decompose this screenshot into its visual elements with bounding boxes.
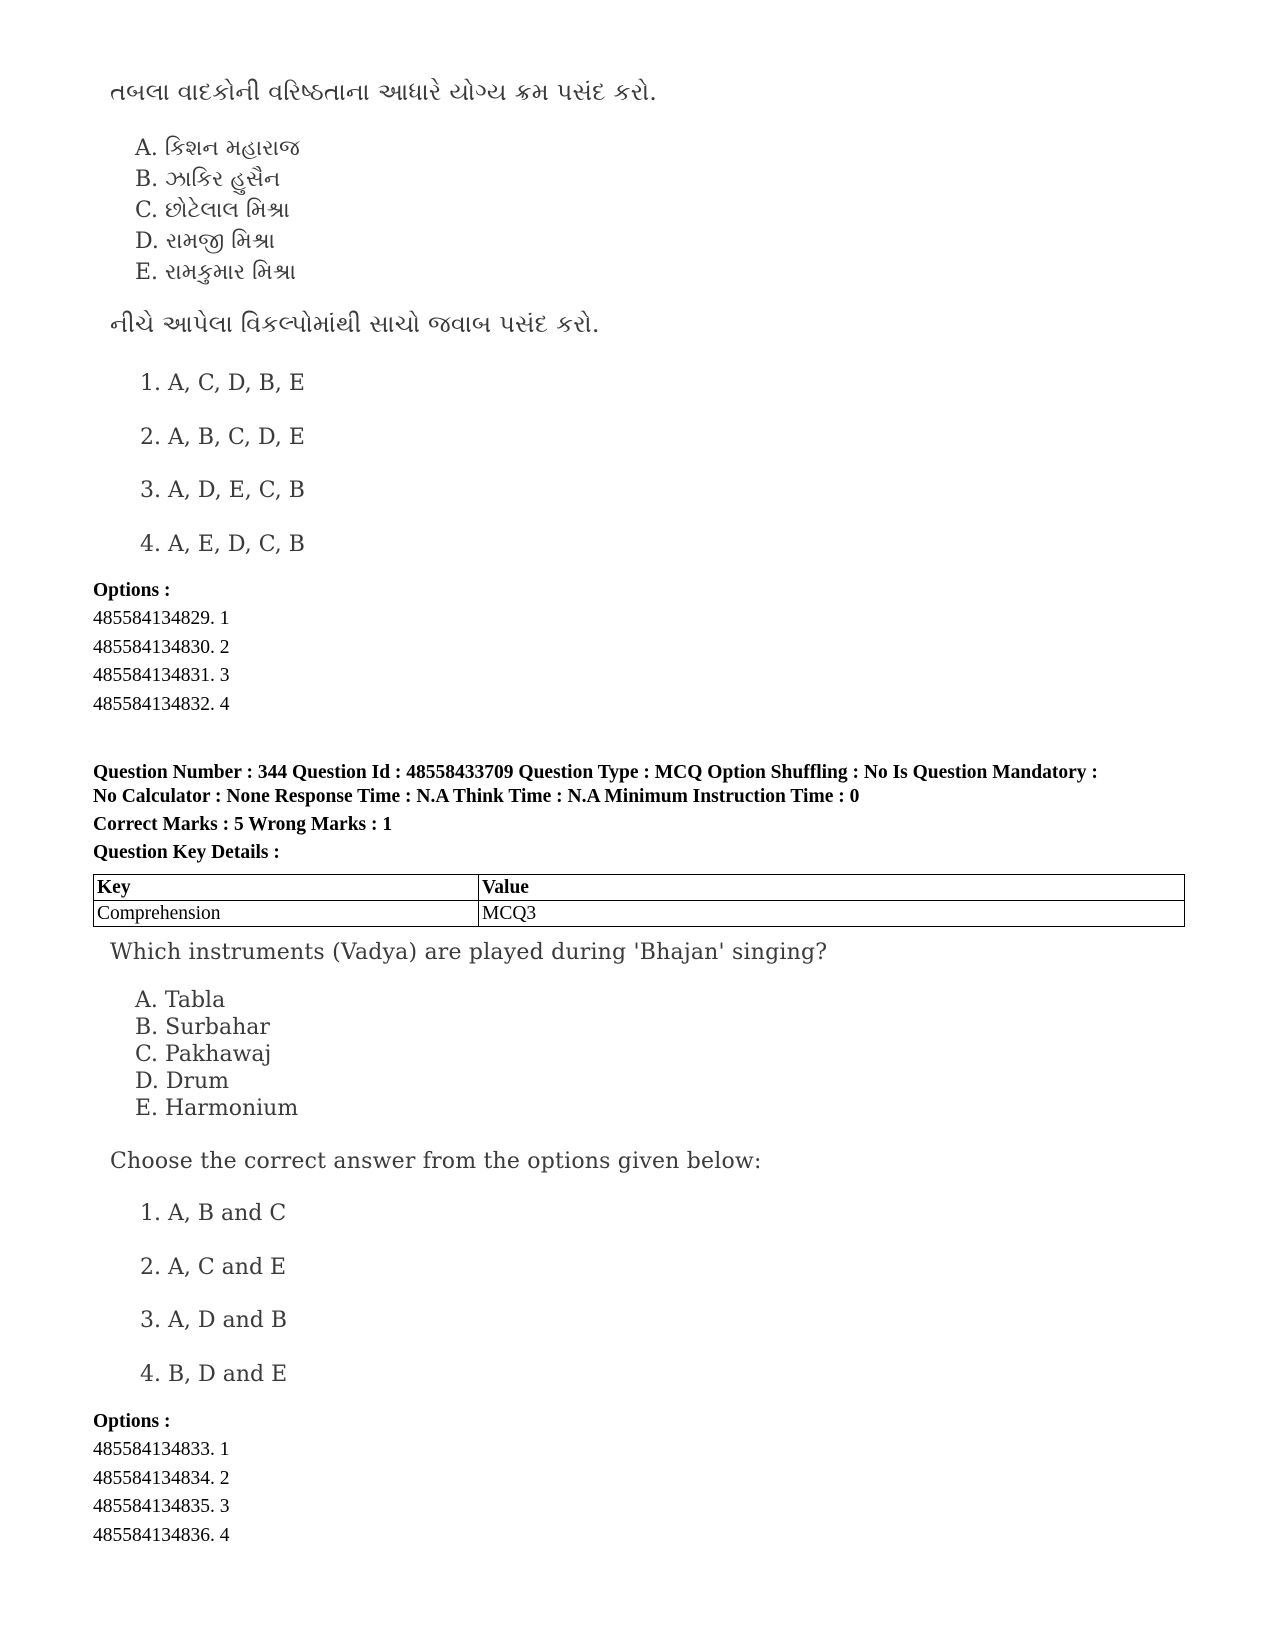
answer-choice: 4. A, E, D, C, B: [140, 531, 305, 557]
list-item: D. Drum: [135, 1069, 230, 1094]
option-id: 485584134829. 1: [93, 608, 230, 629]
option-id: 485584134830. 2: [93, 636, 230, 658]
question-344-meta-line-1: Question Number : 344 Question Id : 48558433709 Question Type : MCQ Option Shuffling : No Is Question Mandatory :: [93, 762, 1098, 783]
table-header-key: Key: [94, 875, 479, 901]
question-344-marks: Correct Marks : 5 Wrong Marks : 1: [93, 814, 393, 835]
list-item: A. Tabla: [135, 988, 226, 1013]
question-343-option-ids: [93, 605, 230, 719]
table-cell: Comprehension: [94, 901, 479, 927]
answer-choice: 4. B, D and E: [140, 1361, 288, 1387]
list-item: C. છોટેલાલ મિશ્રા: [135, 198, 290, 223]
question-344-instruction: Choose the correct answer from the options given below:: [110, 1149, 762, 1174]
question-key-details-heading: Question Key Details :: [93, 842, 280, 863]
question-344-meta-line-2: No Calculator : None Response Time : N.A Think Time : N.A Minimum Instruction Time : 0: [93, 786, 860, 807]
list-item: B. Surbahar: [135, 1015, 270, 1040]
answer-choice: 3. A, D, E, C, B: [140, 478, 305, 503]
option-id: 485584134836. 4: [93, 1524, 230, 1546]
list-item: C. Pakhawaj: [135, 1042, 272, 1067]
table-header-row: [94, 875, 1185, 901]
option-id: 485584134832. 4: [93, 693, 230, 715]
question-343-instruction: નીચે આપેલા વિકલ્પોમાંથી સાચો જવાબ પસંદ કરો.: [110, 310, 600, 338]
question-343-stem: તબલા વાદકોની વરિષ્ઠતાના આધારે યોગ્ય ક્રમ પસંદ કરો.: [110, 78, 658, 106]
answer-choice: 2. A, B, C, D, E: [140, 424, 305, 450]
question-343-items: [135, 133, 300, 288]
list-item: D. રામજી મિશ્રા: [135, 229, 276, 254]
list-item: E. Harmonium: [135, 1096, 299, 1121]
options-heading: Options :: [93, 580, 171, 601]
options-heading: Options :: [93, 1411, 171, 1432]
option-id: 485584134833. 1: [93, 1439, 230, 1460]
answer-choice: 2. A, C and E: [140, 1254, 287, 1280]
option-id: 485584134835. 3: [93, 1496, 230, 1517]
list-item: B. ઝાકિર હુસૈન: [135, 167, 281, 192]
question-343-answers: [140, 369, 305, 583]
answer-choice: 1. A, B and C: [140, 1201, 287, 1226]
table-row: [94, 901, 1185, 927]
table-header-value: Value: [479, 875, 1185, 901]
option-id: 485584134831. 3: [93, 665, 230, 686]
table-cell: MCQ3: [479, 901, 1185, 927]
question-344-option-ids: [93, 1436, 230, 1550]
list-item: E. રામકુમાર મિશ્રા: [135, 260, 296, 285]
answer-choice: 3. A, D and B: [140, 1308, 288, 1333]
question-344-answers: [140, 1199, 287, 1413]
answer-choice: 1. A, C, D, B, E: [140, 371, 305, 396]
question-344-stem: Which instruments (Vadya) are played during 'Bhajan' singing?: [110, 940, 828, 965]
option-id: 485584134834. 2: [93, 1467, 230, 1489]
list-item: A. કિશન મહારાજ: [135, 136, 300, 161]
question-key-table: [93, 874, 1185, 927]
question-344-items: [135, 987, 298, 1122]
